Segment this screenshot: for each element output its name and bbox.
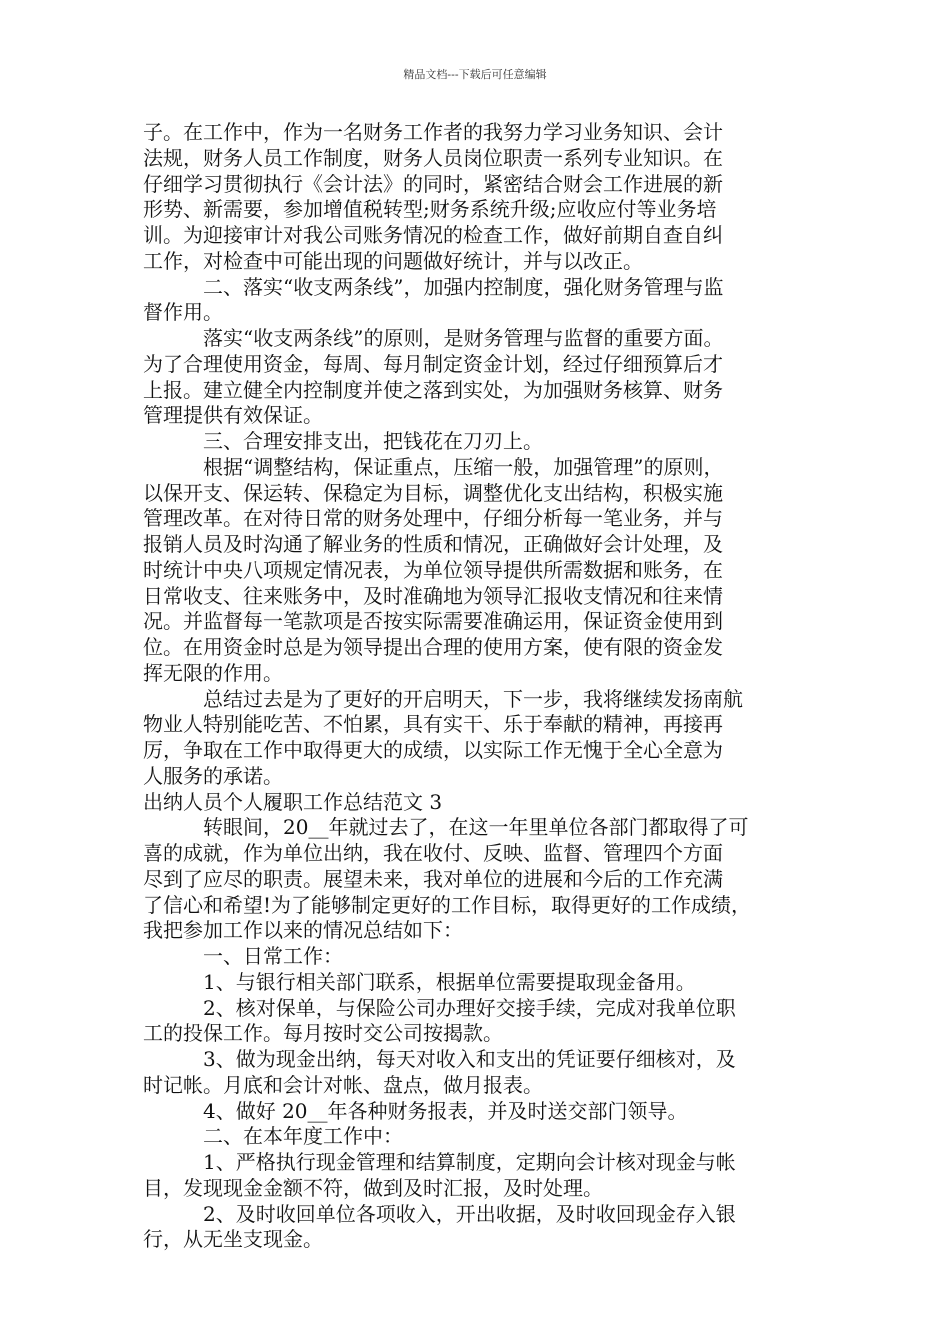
text-line: 以保开支、保运转、保稳定为目标，调整优化支出结构，积极实施 [143,480,723,505]
text-line: 我把参加工作以来的情况总结如下： [143,918,463,943]
text-line: 1、与银行相关部门联系，根据单位需要提取现金备用。 [203,969,696,994]
text-line: 训。为迎接审计对我公司账务情况的检查工作，做好前期自查自纠 [143,223,723,247]
text-line: 督作用。 [143,300,223,325]
text-line: 人服务的承诺。 [143,763,283,788]
text-line: 形势、新需要，参加增值税转型;财务系统升级;应收应付等业务培 [143,197,717,222]
text-line: 总结过去是为了更好的开启明天，下一步，我将继续发扬南航 [203,686,743,711]
text-line: 了信心和希望!为了能够制定更好的工作目标，取得更好的工作成绩， [143,892,752,917]
text-line: 日常收支、往来账务中，及时准确地为领导汇报收支情况和往来情 [143,583,723,608]
text-line: 厉，争取在工作中取得更大的成绩，以实际工作无愧于全心全意为 [143,738,723,762]
text-line: 时记帐。月底和会计对帐、盘点，做月报表。 [143,1072,543,1097]
text-line: 三、合理安排支出，把钱花在刀刃上。 [203,429,543,453]
text-line: 时统计中央八项规定情况表，为单位领导提供所需数据和账务，在 [143,557,723,582]
text-line: 管理改革。在对待日常的财务处理中，仔细分析每一笔业务，并与 [143,506,723,531]
text-line: 仔细学习贯彻执行《会计法》的同时，紧密结合财会工作进展的新 [143,171,723,196]
text-line: 3、做为现金出纳，每天对收入和支出的凭证要仔细核对，及 [203,1047,736,1071]
text-line: 尽到了应尽的职责。展望未来，我对单位的进展和今后的工作充满 [143,866,723,891]
text-line: 喜的成就，作为单位出纳，我在收付、反映、监督、管理四个方面 [143,841,723,865]
text-line: 工作，对检查中可能出现的问题做好统计，并与以改正。 [143,248,643,273]
text-line: 目，发现现金金额不符，做到及时汇报，及时处理。 [143,1175,603,1200]
text-line: 转眼间，20__年就过去了，在这一年里单位各部门都取得了可 [203,815,749,840]
text-line: 二、落实“收支两条线”，加强内控制度，强化财务管理与监 [203,274,724,299]
text-line: 1、严格执行现金管理和结算制度，定期向会计核对现金与帐 [203,1150,736,1174]
text-line: 2、核对保单，与保险公司办理好交接手续，完成对我单位职 [203,995,736,1020]
text-line: 上报。建立健全内控制度并使之落到实处，为加强财务核算、财务 [143,377,723,402]
text-line: 为了合理使用资金，每周、每月制定资金计划，经过仔细预算后才 [143,351,723,376]
text-line: 管理提供有效保证。 [143,403,323,428]
text-line: 一、日常工作： [203,944,343,968]
text-line: 4、做好 20__年各种财务报表，并及时送交部门领导。 [203,1098,688,1123]
text-line: 法规，财务人员工作制度，财务人员岗位职责一系列专业知识。在 [143,145,723,170]
document-body [143,120,813,1253]
text-line: 报销人员及时沟通了解业务的性质和情况，正确做好会计处理，及 [143,532,723,556]
text-line: 落实“收支两条线”的原则，是财务管理与监督的重要方面。 [203,326,724,350]
page-header: 精品文档---下载后可任意编辑 [403,68,547,81]
text-line: 根据“调整结构，保证重点，压缩一般，加强管理”的原则， [203,454,724,479]
text-line: 出纳人员个人履职工作总结范文 3 [143,789,443,814]
text-line: 2、及时收回单位各项收入，开出收据，及时收回现金存入银 [203,1201,736,1226]
text-line: 子。在工作中，作为一名财务工作者的我努力学习业务知识、会计 [143,120,723,144]
text-line: 工的投保工作。每月按时交公司按揭款。 [143,1021,503,1046]
text-line: 二、在本年度工作中： [203,1124,403,1149]
text-line: 位。在用资金时总是为领导提出合理的使用方案，使有限的资金发 [143,635,723,659]
text-line: 物业人特别能吃苦、不怕累，具有实干、乐于奉献的精神，再接再 [143,712,723,737]
text-line: 行，从无坐支现金。 [143,1227,323,1252]
text-line: 况。并监督每一笔款项是否按实际需要准确运用，保证资金使用到 [143,609,723,634]
text-line: 挥无限的作用。 [143,660,283,685]
